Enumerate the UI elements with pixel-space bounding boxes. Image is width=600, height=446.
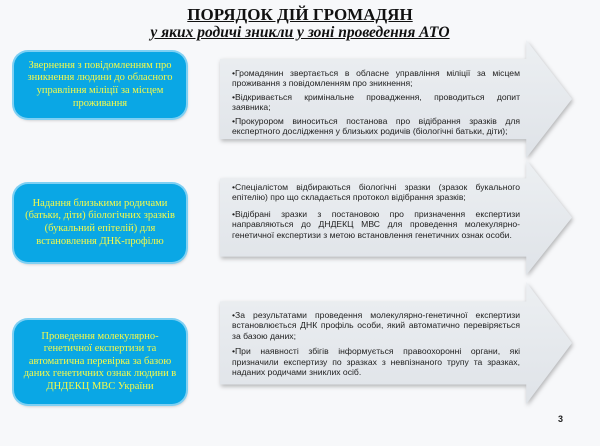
step-3-box — [14, 320, 186, 404]
page-title: ПОРЯДОК ДІЙ ГРОМАДЯН — [187, 5, 413, 24]
page-subtitle: у яких родичі зникли у зоні проведення АТО — [150, 24, 450, 41]
step-1-box — [14, 52, 186, 118]
step-2-arrow — [220, 160, 572, 275]
step-2-box-label: Надання близькими родичами (батьки, діти) біологічних зразків (букальний епітелій) для встановлення ДНК-профілю — [25, 197, 175, 247]
step-1-arrow — [220, 40, 572, 158]
page-number: 3 — [558, 414, 564, 424]
step-1-text — [232, 68, 520, 140]
step-3-bullet-2: •При наявності збігів інформується правоохоронні органи, які призначили експертизу по зразках з невпізнаного трупу та зразках, наданих родичами зниклих осіб. — [232, 346, 520, 378]
step-3-arrow — [220, 282, 572, 404]
step-1-bullet-1: •Громадянин звертається в обласне управління міліції за місцем проживання з повідомленням про зникнення; — [232, 68, 520, 89]
step-1-bullet-2: •Відкривається кримінальне провадження, проводиться допит заявника; — [232, 91, 520, 113]
step-3-box-label: Проведення молекулярно-генетичної експертизи та автоматична перевірка за базою даних генетичних ознак людини в ДНДЕКЦ МВС України — [23, 330, 177, 392]
step-1-box-label: Звернення з повідомленням про зникнення людини до обласного управління міліції за місцем проживання — [27, 59, 173, 109]
step-2-bullet-1: •Спеціалістом відбираються біологічні зразки (зразок букального епітелію) про що складається протокол відібрання зразків; — [232, 182, 520, 203]
step-2-bullet-2: •Відібрані зразки з постановою про призначення експертизи направляються до ДНДЕКЦ МВС для проведення молекулярно-генетичної експертизи з метою встановлення генетичних ознак особи. — [232, 208, 520, 240]
step-2-box — [14, 184, 186, 262]
step-1-bullet-3: •Прокурором виноситься постанова про відібрання зразків для експертного дослідження у близьких родичів (біологічні батьки, діти); — [232, 115, 520, 137]
step-2-text — [232, 182, 520, 243]
step-3-text — [232, 310, 520, 381]
step-3-bullet-1: •За результатами проведення молекулярно-генетичної експертизи встановлюється ДНК профіль особи, який автоматично перевіряється за базою даних; — [232, 310, 520, 341]
